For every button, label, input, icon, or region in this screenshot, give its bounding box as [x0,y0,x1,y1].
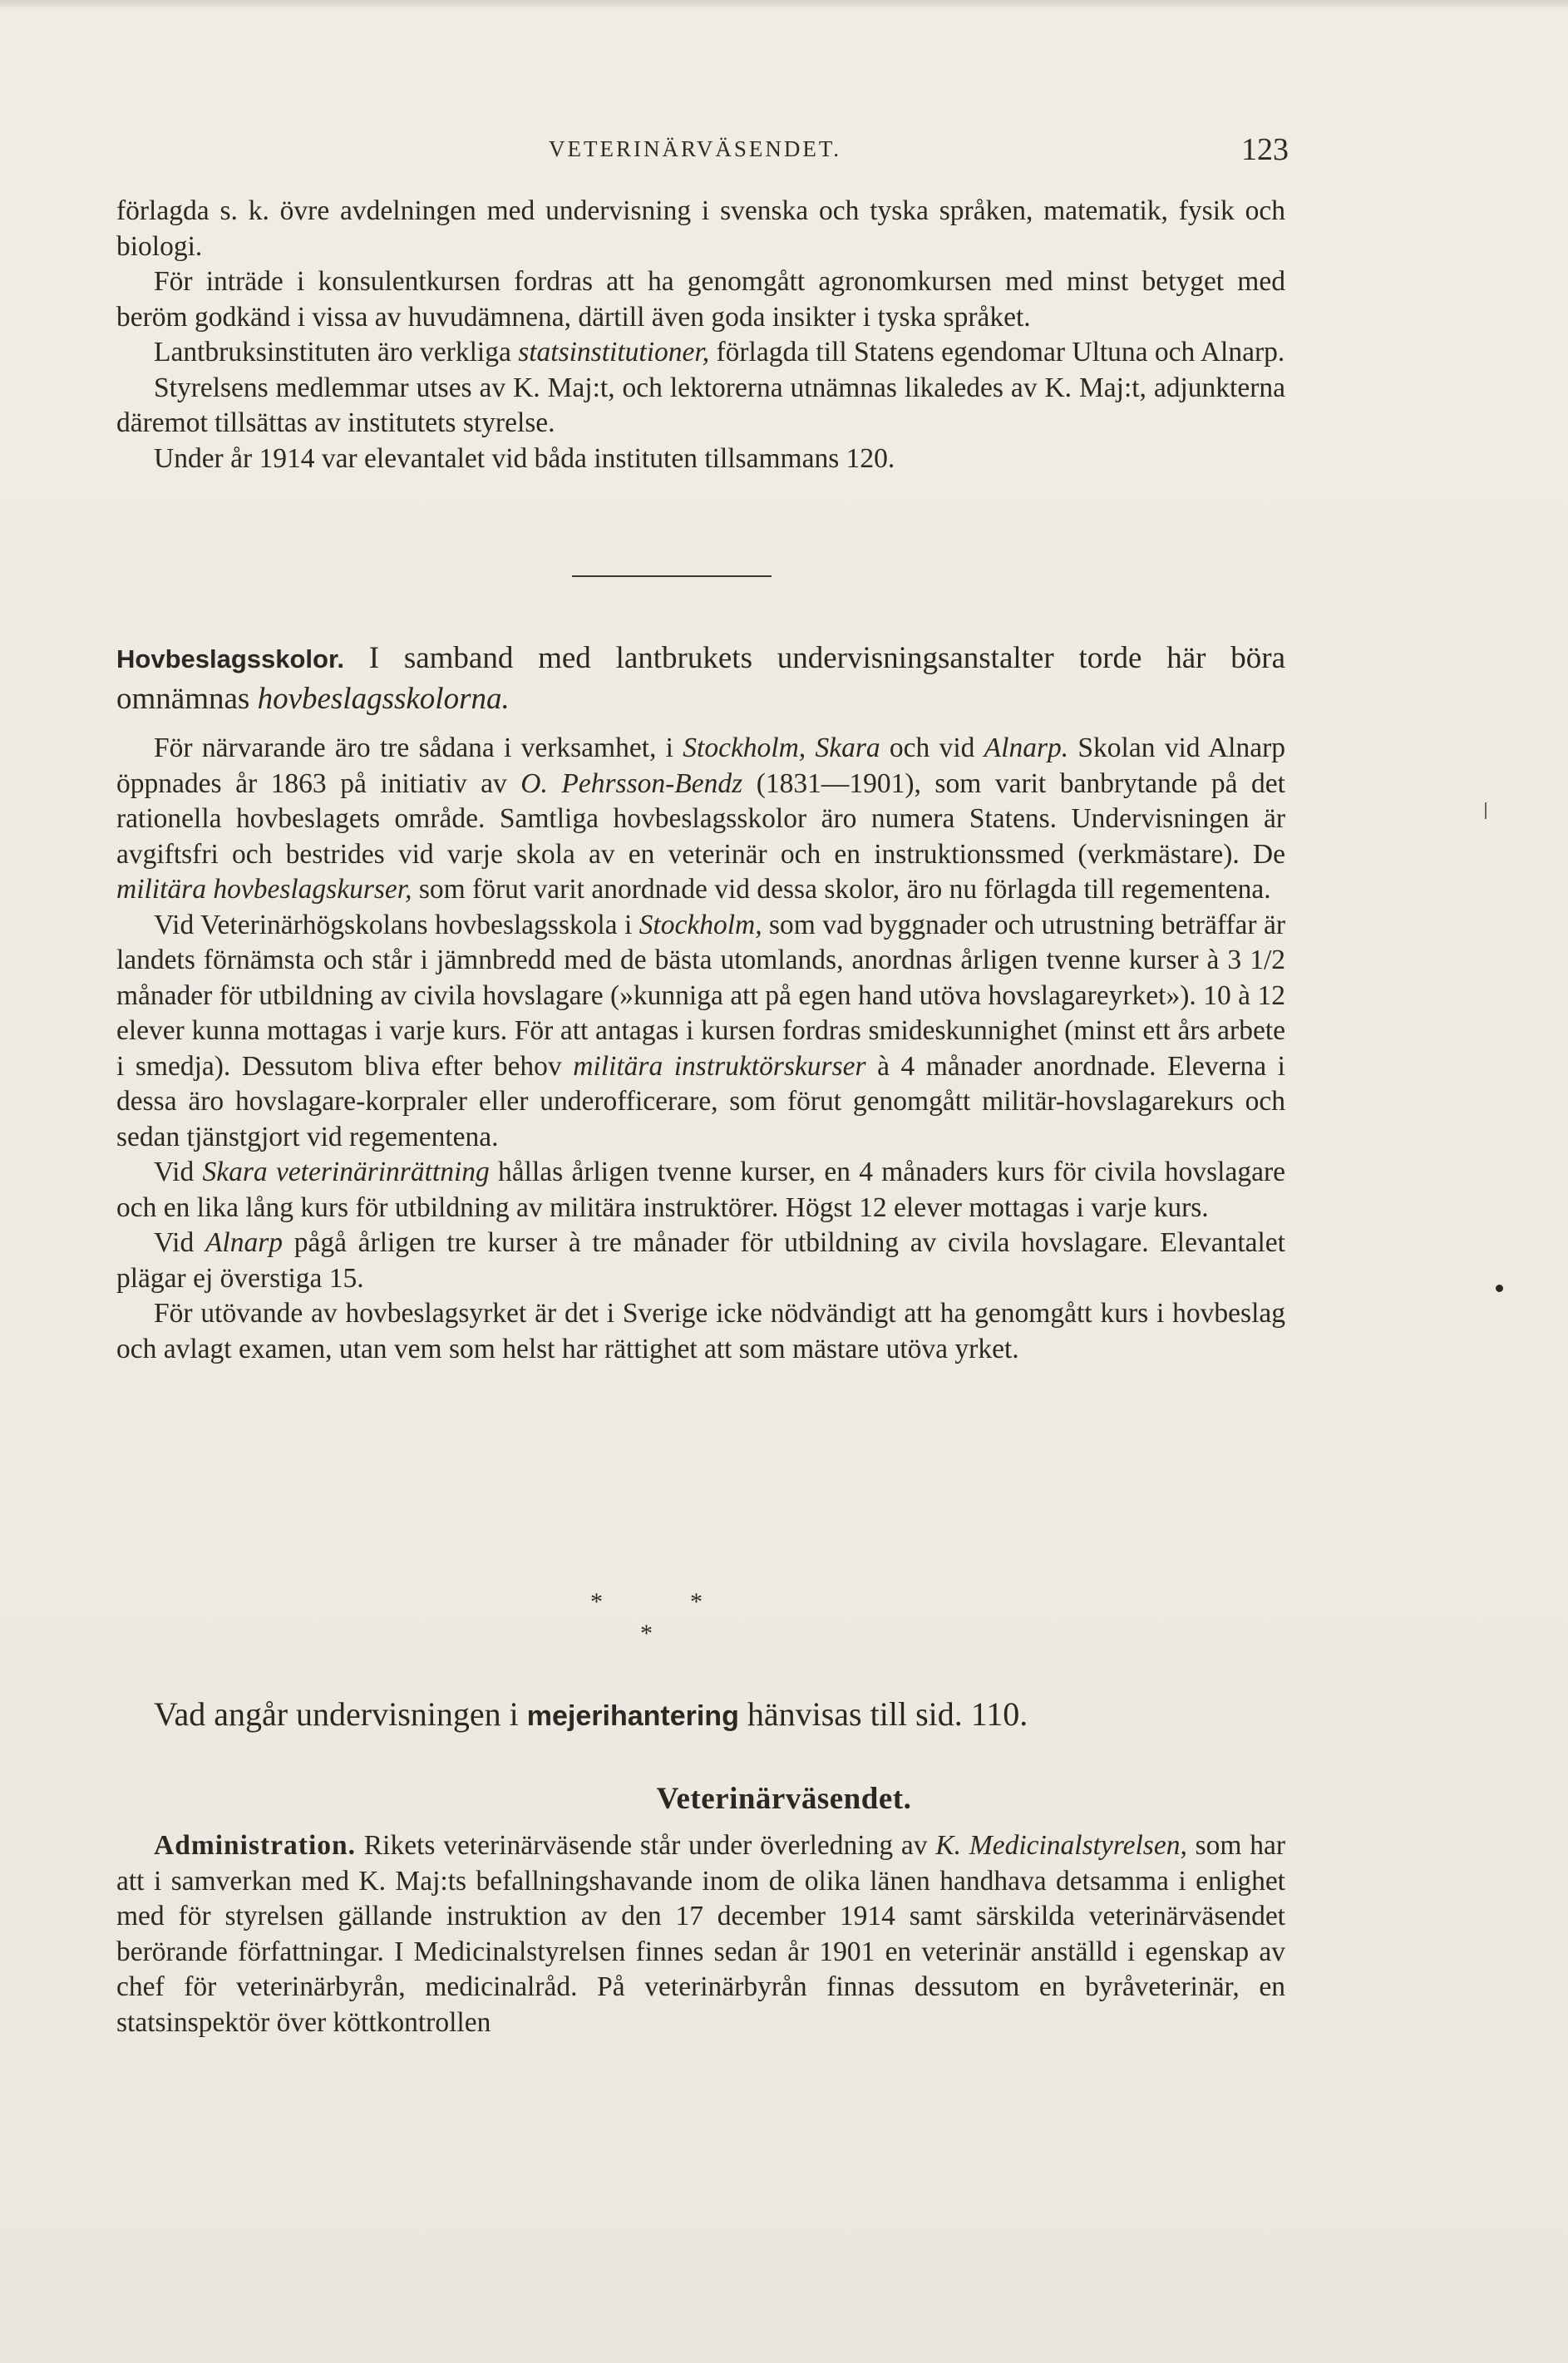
text-run: som vad byggnader och utrustning beträffar är landets förnämsta och står i jämnbredd med de bästa utomlands, anordnas årligen tvenne kurser à 3 [116,909,1285,975]
page-top-edge [0,0,1568,10]
text-run: (1831—1901), som varit banbrytande på det rationella hovbeslagets område. Samtliga hovbeslagsskolor äro numera Statens. Undervisningen är avgiftsfri och bestrides vid varje skola av en veterinär och en instruktionssmed (verkmästare). De [116,767,1285,870]
paragraph: Styrelsens medlemmar utses av K. Maj:t, och lektorerna utnämnas likaledes av K. Maj:t, adjunkterna däremot tillsättas av institutets styrelse. [116,372,1285,438]
text-run: à 4 månader anordnade. Eleverna i dessa äro hovslagare-korpraler eller underofficerare, som förut genomgått militär-hovslagarekurs och sedan tjänstgjort vid regementena. [116,1050,1285,1152]
paragraph: förlagda s. k. övre avdelningen med undervisning i svenska och tyska språken, matematik, fysik och biologi. [116,195,1285,262]
emphasis: K. Medicinalstyrelsen, [935,1830,1187,1861]
emphasis: hovbeslagsskolorna. [257,682,510,716]
page-number: 123 [1241,132,1289,167]
mejeri-reference [154,1695,1028,1734]
text-run: månader för utbildning av civila hovslagare (»kunniga att på egen hand utöva hovslagareyrket»). 10 à 12 elever kunna mottagas i varje kurs. För att antagas i kursen fordras smideskunnighet (minst ett års arbete i smedja). Dessutom bliva efter behov [116,979,1285,1082]
subsection-label: Administration. [154,1830,357,1861]
paragraph: För utövande av hovbeslagsyrket är det i Sverige icke nödvändigt att ha genomgått kurs i hovbeslag och avlagt examen, utan vem som helst har rättighet att som mästare utöva yrket. [116,1298,1285,1364]
text-run: hänvisas till sid. 110. [738,1695,1028,1733]
section-intro [116,639,1285,719]
section-title: Veterinärväsendet. [656,1782,912,1816]
emphasis: Skara veterinärinrättning [202,1157,490,1187]
emphasis: statsinstitutioner, [518,337,710,368]
emphasis: militära hovbeslagskurser, [116,874,412,905]
emphasis: O. Pehrsson-Bendz [520,767,743,799]
emphasis: Alnarp. [984,733,1069,763]
separator-rule [572,575,772,577]
asterisk: * [690,1588,703,1616]
paragraph [116,731,1285,908]
asterisk: * [640,1620,653,1647]
paragraph: För inträde i konsulentkursen fordras att ha genomgått agronomkursen med minst betyget med beröm godkänd i vissa av huvudämnena, därtill även goda insikter i tyska språket. [116,266,1285,333]
section-heading: Hovbeslagsskolor. [116,644,344,673]
bold-term: mejerihantering [526,1700,739,1732]
emphasis: Stockholm, Skara [683,733,880,763]
paragraph [116,1828,1285,2040]
lantbruk-section [116,194,1285,476]
veterinar-section [116,1828,1285,2040]
text-run: För närvarande äro tre sådana i verksamhet, i [154,733,683,763]
emphasis: Alnarp [205,1227,284,1258]
emphasis: Stockholm, [639,909,762,940]
paragraph: Under år 1914 var elevantalet vid båda instituten tillsammans 120. [154,442,895,474]
text-run: som förut varit anordnade vid dessa skolor, äro nu förlagda till regementena. [412,874,1271,905]
page-header [116,131,1289,173]
text-run: Vid Veterinärhögskolans hovbeslagsskola i [154,909,639,940]
paragraph [116,1226,1285,1296]
hovbeslag-section [116,639,1285,1367]
paragraph [116,908,1285,1156]
text-run: som har att i samverkan med K. Maj:ts befallningshavande inom de olika länen handhava detsamma i enlighet med för styrelsen gällande instruktion av den 17 december 1914 samt särskilda veterinärväsendet berörande författningar. I Medicinalstyrelsen finnes sedan år 1901 en veterinär anställd i egenskap av chef för veterinärbyrån, medicinalråd. På veterinärbyrån finnas dessutom en byråveterinär, en statsinspektör över köttkontrollen [116,1830,1286,2038]
text-run: Vid [154,1157,203,1187]
text-run: hållas årligen tvenne kurser, en 4 månaders kurs för civila hovslagare och en lika lång kurs för utbildning av militära instruktörer. Högst 12 elever mottagas i varje kurs. [116,1157,1285,1223]
paragraph [116,335,1285,371]
margin-mark [1485,802,1487,819]
text-run: pågå årligen tre kurser à tre månader för utbildning av civila hovslagare. Elevantalet plägar ej överstiga 15. [116,1227,1285,1294]
text-run: Vad angår undervisningen i [154,1695,527,1733]
text-run: Rikets veterinärväsende står under överledning av [356,1830,936,1861]
text-run: förlagda till Statens egendomar Ultuna och Alnarp. [709,337,1285,368]
running-title: VETERINÄRVÄSENDET. [549,136,842,161]
text-run: Lantbruksinstituten äro verkliga [154,337,519,368]
asterisk: * [590,1588,603,1616]
emphasis: militära instruktörskurser [573,1050,866,1082]
paragraph [116,1155,1285,1226]
text-run: Skolan vid Alnarp öppnades år 1863 på initiativ av [116,733,1286,799]
text-run: och vid [880,733,984,763]
text-run: I samband med lantbrukets undervisningsanstalter torde här böra omnämnas [116,641,1285,716]
margin-mark [1496,1285,1503,1292]
asterism [574,1588,773,1655]
text-run: Vid [154,1227,205,1258]
fraction: 1/2 [1250,945,1285,975]
